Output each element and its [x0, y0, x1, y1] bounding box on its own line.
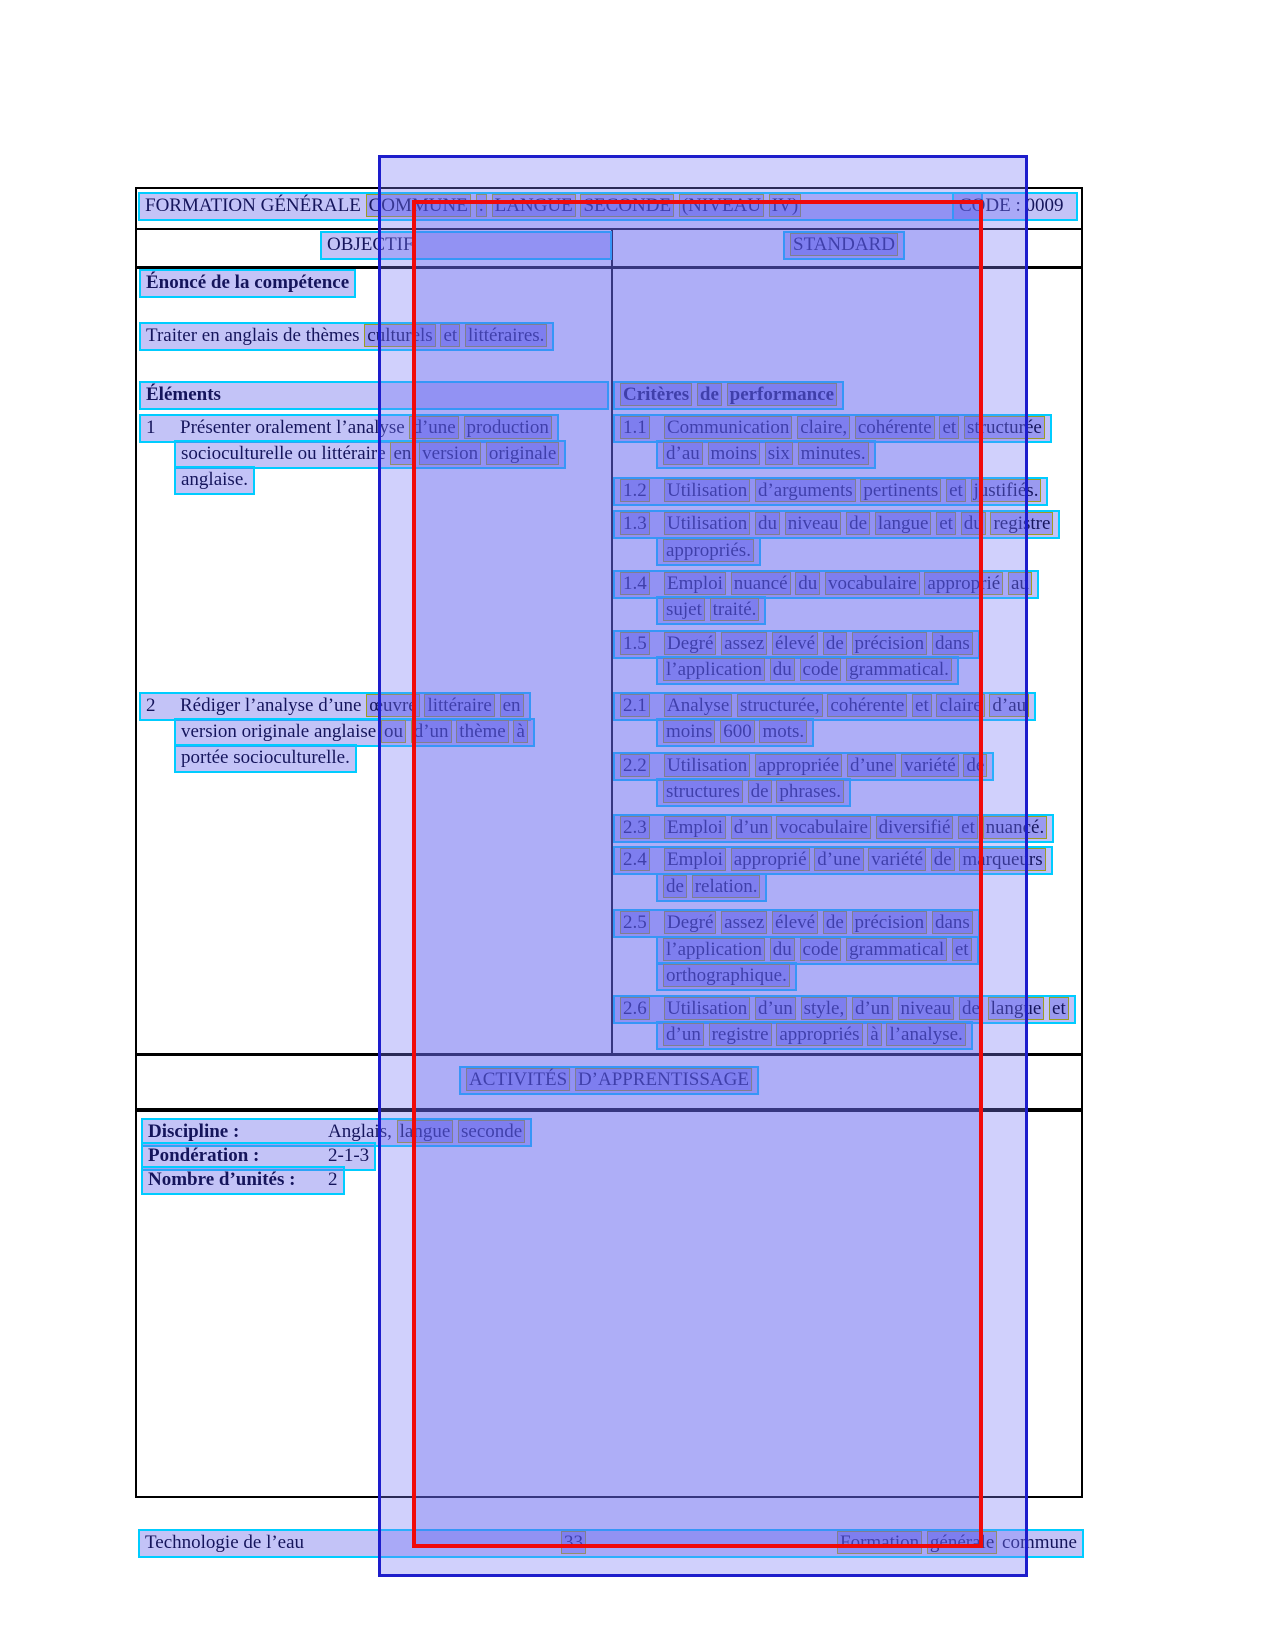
ocr-text-segment	[663, 539, 754, 562]
ocr-word-box: mots.	[759, 720, 807, 743]
ocr-word-box: SECONDE	[580, 194, 674, 217]
ocr-word-box: nuancé.	[983, 816, 1048, 839]
ocr-word-box: cohérente	[855, 416, 935, 439]
ocr-word-box: vocabulaire	[776, 816, 871, 839]
element-2-line-2	[174, 718, 535, 747]
ocr-word-box: 1.4	[620, 572, 650, 595]
critere-2.4-line-1	[613, 846, 1053, 875]
table-border-bottom	[135, 1496, 1083, 1498]
ocr-word-box: relation.	[692, 875, 761, 898]
ocr-word-box: de	[823, 911, 847, 934]
ocr-text-segment	[620, 481, 664, 501]
ocr-word-box: d’un	[852, 997, 893, 1020]
ocr-word-box: 600	[720, 720, 755, 743]
footer-line	[138, 1529, 1084, 1558]
table-rule-under-header	[135, 228, 1083, 230]
ocr-text-segment	[620, 913, 664, 933]
ocr-word-box: COMMUNE	[366, 194, 471, 217]
critere-1.1-line-2	[656, 440, 876, 469]
ocr-word-box: 2.5	[620, 911, 650, 934]
ocr-text-segment	[663, 658, 952, 681]
ocr-word-box: Communication	[664, 416, 792, 439]
ocr-text-segment: Rédiger l’analyse d’une	[180, 695, 367, 716]
ocr-word-box: nuancé	[731, 572, 791, 595]
ocr-word-box: appropriée	[755, 754, 842, 777]
element-1-line-3	[174, 466, 255, 495]
ocr-text-segment: Anglais,	[328, 1121, 397, 1142]
element-1-line-2	[174, 440, 566, 469]
critere-1.3-line-1	[613, 510, 1060, 539]
ocr-word-box: du	[770, 658, 795, 681]
ocr-word-box: assez	[721, 632, 767, 655]
ocr-text-segment	[620, 574, 664, 594]
ocr-text-segment	[663, 875, 760, 898]
element-2-line-1	[139, 692, 531, 721]
ocr-word-box: de	[959, 997, 983, 1020]
ocr-word-box: ou	[381, 720, 406, 743]
ocr-text-segment	[664, 754, 987, 777]
ocr-word-box: précision	[852, 911, 928, 934]
critere-1.2-line-1	[613, 477, 1048, 506]
ocr-word-box: en	[390, 442, 414, 465]
ocr-word-box: Emploi	[664, 816, 726, 839]
ocr-word-box: de	[697, 383, 722, 406]
ocr-word-box: culturels	[364, 324, 435, 347]
ocr-text-segment	[664, 694, 1029, 717]
ocr-word-box: claire,	[797, 416, 850, 439]
criteres-heading	[613, 381, 844, 410]
ocr-word-box: Utilisation	[664, 512, 750, 535]
ocr-text-segment	[664, 632, 973, 655]
ocr-word-box: variété	[868, 848, 926, 871]
ocr-text-segment: FORMATION GÉNÉRALE	[145, 195, 366, 216]
ocr-text-segment	[663, 780, 844, 803]
ocr-word-box: l’application	[663, 938, 765, 961]
critere-2.6-line-2	[656, 1021, 973, 1050]
ocr-text-segment	[664, 816, 1047, 839]
ocr-text-segment	[620, 696, 664, 716]
ocr-text-segment	[364, 324, 547, 347]
ocr-word-box: niveau	[785, 512, 842, 535]
ocr-word-box: de	[823, 632, 847, 655]
ocr-word-box: appropriés	[776, 1023, 862, 1046]
ocr-text-segment: Technologie de l’eau	[145, 1532, 305, 1553]
ocr-text-segment	[664, 479, 1041, 502]
ocr-word-box: traité.	[710, 598, 760, 621]
ocr-word-box: performance	[727, 383, 837, 406]
ocr-text-segment	[366, 694, 523, 717]
ocr-word-box: variété	[901, 754, 959, 777]
critere-2.5-line-1	[613, 909, 980, 938]
ocr-word-box: approprié	[731, 848, 810, 871]
ocr-text-segment	[397, 1120, 526, 1143]
ocr-word-box: STANDARD	[790, 233, 898, 256]
ocr-word-box: Degré	[664, 632, 716, 655]
ocr-word-box: en	[500, 694, 524, 717]
ocr-word-box: littéraires.	[465, 324, 548, 347]
ocr-text-segment	[620, 418, 664, 438]
ocr-word-box: d’une	[409, 416, 458, 439]
ocr-word-box: Utilisation	[664, 479, 750, 502]
table-border-left	[135, 187, 137, 1498]
ocr-text-segment: 2	[146, 695, 156, 716]
ocr-word-box: orthographique.	[663, 964, 790, 987]
ocr-text-segment	[390, 442, 559, 465]
ocr-text-segment	[620, 514, 664, 534]
ocr-word-box: de	[748, 780, 772, 803]
ocr-word-box: version	[419, 442, 481, 465]
ocr-word-box: 1.3	[620, 512, 650, 535]
ocr-text-segment	[620, 999, 664, 1019]
ocr-word-box: Utilisation	[664, 997, 750, 1020]
ocr-word-box: dans	[932, 632, 973, 655]
ocr-text-segment: OBJECTIF	[327, 234, 414, 255]
ocr-text-segment	[620, 383, 837, 406]
ocr-text-segment	[663, 598, 759, 621]
table-rule-above-activites	[135, 1053, 1083, 1056]
ocr-word-box: Formation	[837, 1531, 922, 1554]
ocr-word-box: 2.2	[620, 754, 650, 777]
ocr-word-box: marqueurs	[959, 848, 1045, 871]
ocr-word-box: d’un	[411, 720, 452, 743]
ocr-text-segment	[837, 1531, 997, 1554]
ocr-word-box: Emploi	[664, 572, 726, 595]
ocr-word-box: grammatical.	[846, 658, 952, 681]
ocr-word-box: six	[765, 442, 793, 465]
ocr-word-box: Analyse	[664, 694, 732, 717]
critere-2.3-line-1	[613, 814, 1054, 843]
ocr-word-box: LANGUE	[492, 194, 576, 217]
ocr-word-box: code	[800, 938, 842, 961]
competence-text	[139, 322, 554, 351]
ocr-text-segment	[664, 848, 1046, 871]
ocr-word-box: 2.1	[620, 694, 650, 717]
ocr-word-box: originale	[486, 442, 560, 465]
ocr-text-segment	[664, 997, 1069, 1020]
ocr-word-box: et	[936, 512, 956, 535]
ocr-word-box: l’application	[663, 658, 765, 681]
ocr-word-box: production	[464, 416, 552, 439]
ocr-text-segment	[366, 194, 802, 217]
ocr-word-box: pertinents	[860, 479, 941, 502]
ocr-word-box: générale	[927, 1531, 997, 1554]
ocr-text-segment	[663, 938, 972, 961]
ocr-word-box: diversifié	[876, 816, 954, 839]
ocr-word-box: Degré	[664, 911, 716, 934]
table-border-top	[135, 187, 1083, 189]
ocr-word-box: de	[846, 512, 870, 535]
field-nombre-unites	[141, 1166, 345, 1195]
ocr-word-box: du	[755, 512, 780, 535]
ocr-word-box: 1.1	[620, 416, 650, 439]
ocr-word-box: et	[440, 324, 460, 347]
ocr-text-segment	[620, 634, 664, 654]
ocr-text-segment: socioculturelle ou littéraire	[181, 443, 391, 464]
ocr-word-box: élevé	[772, 911, 818, 934]
ocr-text-segment: Énoncé de la compétence	[146, 272, 350, 293]
ocr-word-box: code	[800, 658, 842, 681]
ocr-text-segment	[664, 416, 1045, 439]
ocr-word-box: et	[952, 938, 972, 961]
ocr-word-box: d’un	[755, 997, 796, 1020]
ocr-word-box: vocabulaire	[825, 572, 920, 595]
critere-2.4-line-2	[656, 873, 767, 902]
ocr-text-segment: Nombre d’unités :	[148, 1169, 296, 1190]
header-code	[952, 192, 1078, 221]
ocr-word-box: du	[795, 572, 820, 595]
ocr-word-box: structurée	[964, 416, 1045, 439]
ocr-word-box: de	[963, 754, 987, 777]
ocr-word-box: à	[513, 720, 527, 743]
ocr-word-box: du	[961, 512, 986, 535]
ocr-word-box: œuvre	[366, 694, 419, 717]
ocr-text-segment: 1	[146, 417, 156, 438]
ocr-word-box: d’arguments	[755, 479, 856, 502]
element-1-line-1	[139, 414, 559, 443]
element-2-line-3	[174, 744, 357, 773]
ocr-word-box: moins	[708, 442, 760, 465]
ocr-word-box: langue	[397, 1120, 454, 1143]
ocr-text-segment	[664, 911, 973, 934]
ocr-text-segment	[466, 1068, 752, 1091]
column-header-standard	[783, 231, 905, 260]
ocr-word-box: 1.2	[620, 479, 650, 502]
ocr-word-box: et	[946, 479, 966, 502]
ocr-word-box: et	[912, 694, 932, 717]
ocr-word-box: ACTIVITÉS	[466, 1068, 570, 1091]
ocr-word-box: 33	[561, 1531, 586, 1554]
ocr-word-box: minutes.	[798, 442, 869, 465]
ocr-word-box: d’au	[989, 694, 1029, 717]
ocr-word-box: registre	[709, 1023, 772, 1046]
ocr-text-segment	[620, 850, 664, 870]
ocr-word-box: 1.5	[620, 632, 650, 655]
critere-2.5-line-3	[656, 962, 797, 991]
ocr-text-segment	[663, 1023, 966, 1046]
ocr-text-segment: commune	[997, 1532, 1077, 1553]
critere-1.4-line-1	[613, 570, 1039, 599]
ocr-word-box: Emploi	[664, 848, 726, 871]
ocr-text-segment	[561, 1533, 837, 1553]
ocr-word-box: Critères	[620, 383, 692, 406]
ocr-word-box: au	[1008, 572, 1032, 595]
ocr-word-box: de	[663, 875, 687, 898]
ocr-text-segment: Présenter oralement l’analyse	[180, 417, 410, 438]
critere-2.5-line-2	[656, 936, 979, 965]
ocr-word-box: cohérente	[827, 694, 907, 717]
ocr-word-box: 2.3	[620, 816, 650, 839]
ocr-text-segment: version originale anglaise	[181, 721, 381, 742]
ocr-text-segment	[663, 720, 807, 743]
critere-1.4-line-2	[656, 596, 766, 625]
ocr-word-box: registre	[990, 512, 1053, 535]
ocr-word-box: style,	[801, 997, 848, 1020]
ocr-word-box: sujet	[663, 598, 705, 621]
ocr-word-box: du	[770, 938, 795, 961]
column-header-objectif	[320, 231, 612, 260]
critere-1.1-line-1	[613, 414, 1052, 443]
competence-heading	[139, 269, 356, 298]
ocr-text-segment	[620, 818, 664, 838]
ocr-word-box: 2.6	[620, 997, 650, 1020]
ocr-word-box: littéraire	[424, 694, 494, 717]
critere-1.3-line-2	[656, 537, 761, 566]
ocr-word-box: grammatical	[846, 938, 947, 961]
ocr-text-segment	[381, 720, 528, 743]
ocr-text-segment: Traiter en anglais de thèmes	[146, 325, 365, 346]
ocr-word-box: langue	[875, 512, 932, 535]
ocr-text-segment: 2-1-3	[328, 1145, 370, 1166]
ocr-word-box: l’analyse.	[886, 1023, 965, 1046]
ocr-word-box: phrases.	[776, 780, 844, 803]
ocr-word-box: (NIVEAU	[679, 194, 764, 217]
ocr-word-box: niveau	[898, 997, 955, 1020]
ocr-word-box: dans	[932, 911, 973, 934]
table-rule-under-activites	[135, 1108, 1083, 1112]
ocr-word-box: de	[931, 848, 955, 871]
ocr-text-segment	[664, 512, 1053, 535]
ocr-word-box: précision	[852, 632, 928, 655]
ocr-word-box: d’un	[731, 816, 772, 839]
ocr-word-box: d’une	[847, 754, 896, 777]
ocr-word-box: et	[1049, 997, 1069, 1020]
ocr-text-segment: 2	[328, 1169, 338, 1190]
ocr-word-box: structures	[663, 780, 743, 803]
ocr-text-segment: anglaise.	[181, 469, 249, 490]
critere-2.6-line-1	[613, 995, 1076, 1024]
critere-2.2-line-2	[656, 778, 851, 807]
ocr-word-box: appropriés.	[663, 539, 754, 562]
ocr-word-box: moins	[663, 720, 715, 743]
activites-heading	[459, 1066, 759, 1095]
header-title	[138, 192, 983, 221]
ocr-text-segment	[790, 233, 898, 256]
ocr-text-segment: Discipline :	[148, 1121, 240, 1142]
ocr-text-segment: Pondération :	[148, 1145, 260, 1166]
critere-2.1-line-2	[656, 718, 814, 747]
critere-1.5-line-2	[656, 656, 959, 685]
ocr-word-box: approprié	[924, 572, 1003, 595]
ocr-word-box: D’APPRENTISSAGE	[575, 1068, 752, 1091]
ocr-text-segment: CODE : 0009	[959, 195, 1064, 216]
table-border-right	[1081, 187, 1083, 1498]
ocr-word-box: :	[476, 194, 487, 217]
ocr-word-box: IV)	[769, 194, 801, 217]
ocr-word-box: structurée,	[737, 694, 823, 717]
ocr-text-segment: portée socioculturelle.	[181, 747, 350, 768]
ocr-word-box: d’un	[663, 1023, 704, 1046]
ocr-word-box: et	[939, 416, 959, 439]
ocr-text-segment	[663, 442, 869, 465]
ocr-word-box: thème	[456, 720, 508, 743]
elements-heading	[139, 381, 609, 410]
ocr-word-box: assez	[721, 911, 767, 934]
ocr-word-box: 2.4	[620, 848, 650, 871]
ocr-text-segment	[663, 964, 790, 987]
ocr-word-box: Utilisation	[664, 754, 750, 777]
ocr-word-box: claire	[936, 694, 984, 717]
ocr-text-segment	[409, 416, 551, 439]
ocr-word-box: à	[867, 1023, 881, 1046]
critere-2.2-line-1	[613, 752, 994, 781]
critere-1.5-line-1	[613, 630, 980, 659]
ocr-text-segment	[620, 756, 664, 776]
ocr-text-segment	[664, 572, 1032, 595]
critere-2.1-line-1	[613, 692, 1036, 721]
ocr-word-box: langue	[988, 997, 1045, 1020]
ocr-word-box: d’au	[663, 442, 703, 465]
ocr-text-segment: Éléments	[146, 384, 221, 405]
ocr-word-box: et	[958, 816, 978, 839]
ocr-word-box: élevé	[772, 632, 818, 655]
ocr-word-box: justifiés.	[971, 479, 1042, 502]
ocr-word-box: d’une	[814, 848, 863, 871]
ocr-word-box: seconde	[458, 1120, 525, 1143]
